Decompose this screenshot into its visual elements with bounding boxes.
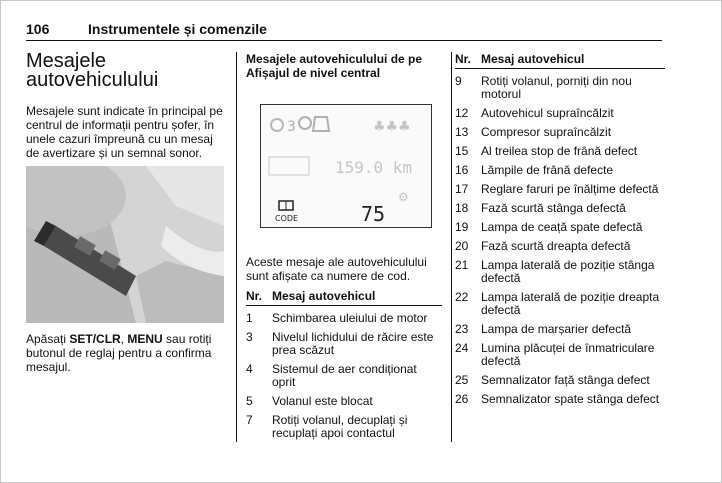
table-row (455, 342, 665, 368)
middle-subtitle: Mesajele autovehiculului de pe Afișajul de nivel central (246, 52, 423, 80)
svg-text:3: 3 (287, 119, 296, 135)
row-message: Lampa laterală de poziție dreapta defectă (481, 290, 660, 317)
row-message: Autovehicul supraîncălzit (481, 106, 614, 120)
table-row (455, 107, 665, 120)
row-message: Semnalizator față stânga defect (481, 373, 650, 387)
row-number: 22 (455, 290, 469, 304)
table-row (455, 374, 665, 387)
row-number: 17 (455, 182, 469, 196)
row-message: Lămpile de frână defecte (481, 163, 614, 177)
table-row (455, 202, 665, 215)
right-table-header: Nr. Mesaj autovehicul (455, 52, 665, 69)
row-number: 3 (246, 330, 253, 344)
row-number: 4 (246, 362, 253, 376)
row-number: 20 (455, 239, 469, 253)
instruction-block (26, 332, 228, 374)
right-column (455, 52, 665, 412)
row-number: 24 (455, 341, 469, 355)
row-number: 23 (455, 322, 469, 336)
table-row (455, 291, 665, 317)
table-row (455, 164, 665, 177)
page-header (26, 20, 662, 41)
row-message: Schimbarea uleiului de motor (272, 311, 428, 325)
left-column (26, 52, 228, 160)
table-row (455, 240, 665, 253)
table-row (455, 126, 665, 139)
row-number: 5 (246, 394, 253, 408)
row-number: 12 (455, 106, 469, 120)
row-message: Rotiți volanul, decuplați și recuplați apoi contactul (272, 413, 408, 440)
row-message: Reglare faruri pe înălțime defectă (481, 182, 659, 196)
note-paragraph: Aceste mesaje ale autovehiculului sunt afișate ca numere de cod. (246, 255, 427, 283)
row-message: Lampa laterală de poziție stânga defectă (481, 258, 655, 285)
row-message: Sistemul de aer condiționat oprit (272, 362, 417, 389)
row-number: 13 (455, 125, 469, 139)
table-row (246, 363, 442, 389)
row-number: 15 (455, 144, 469, 158)
row-message: Nivelul lichidului de răcire este prea scăzut (272, 330, 434, 357)
row-number: 18 (455, 201, 469, 215)
table-row (455, 259, 665, 285)
section-title: Mesajele autovehiculului (26, 50, 159, 91)
middle-table-rows (246, 312, 442, 440)
column-divider-1 (236, 52, 237, 442)
table-row (455, 145, 665, 158)
steering-stalk-illustration (26, 166, 224, 323)
code-label: CODE (275, 214, 299, 223)
page-number: 106 (26, 21, 50, 37)
row-message: Lampa de marșarier defectă (481, 322, 632, 336)
row-message: Fază scurtă dreapta defectă (481, 239, 631, 253)
table-row (455, 393, 665, 406)
code-value: 75 (361, 202, 386, 226)
brake-warning-icon (271, 119, 283, 131)
steering-icon (299, 117, 311, 129)
middle-column (246, 52, 442, 80)
table-row (455, 221, 665, 234)
seat-icon (313, 117, 329, 131)
table-row (246, 331, 442, 357)
row-message: Lumina plăcuței de înmatriculare defectă (481, 341, 655, 368)
column-divider-2 (451, 52, 452, 442)
middle-table-header: Nr. Mesaj autovehicul (246, 289, 442, 306)
svg-text:⚙: ⚙ (398, 190, 409, 204)
middle-table-block (246, 255, 442, 446)
table-row (246, 414, 442, 440)
row-number: 19 (455, 220, 469, 234)
row-number: 25 (455, 373, 469, 387)
right-table-rows (455, 75, 665, 406)
row-message: Semnalizator spate stânga defect (481, 392, 660, 406)
row-number: 26 (455, 392, 469, 406)
intro-paragraph: Mesajele sunt indicate în principal pe centrul de informații pentru șofer, în unele cazuri împreună cu un mesaj de avertizare și un semnal sonor. (26, 104, 223, 160)
stalk-photo (26, 166, 224, 323)
row-number: 9 (455, 74, 462, 88)
table-row (246, 312, 442, 325)
row-message: Compresor supraîncălzit (481, 125, 612, 139)
row-message: Al treilea stop de frână defect (481, 144, 638, 158)
central-display (260, 104, 432, 228)
fuel-gauge-icon (269, 157, 309, 175)
header-title: Instrumentele și comenzile (88, 21, 267, 37)
row-number: 7 (246, 413, 253, 427)
table-row (455, 323, 665, 336)
display-icons (261, 105, 431, 227)
row-message: Rotiți volanul, porniți din nou motorul (481, 74, 632, 101)
row-number: 1 (246, 311, 253, 325)
row-number: 21 (455, 258, 469, 272)
instruction-paragraph: Apăsați SET/CLR, MENU sau rotiți butonul de reglaj pentru a confirma mesajul. (26, 332, 212, 374)
table-row (246, 395, 442, 408)
table-row (455, 75, 665, 101)
odometer-readout: 159.0 km (335, 158, 413, 177)
table-row (455, 183, 665, 196)
row-number: 16 (455, 163, 469, 177)
row-message: Volanul este blocat (272, 394, 373, 408)
row-message: Fază scurtă stânga defectă (481, 201, 626, 215)
svg-text:♣♣♣: ♣♣♣ (373, 119, 411, 135)
row-message: Lampa de ceață spate defectă (481, 220, 643, 234)
